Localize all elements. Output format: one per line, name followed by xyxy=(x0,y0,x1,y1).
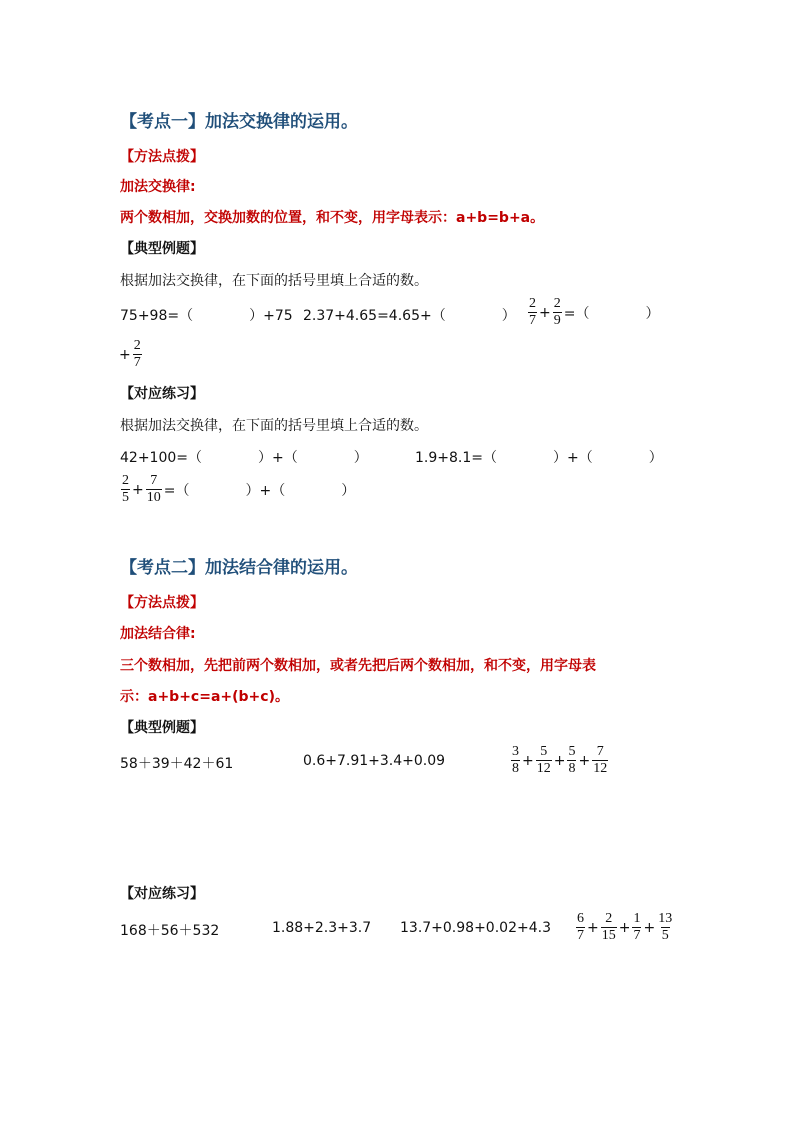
fraction: $\frac{2}{15}$ xyxy=(601,911,616,943)
fraction: $\frac{7}{10}$ xyxy=(146,473,161,505)
example-question-3-continued: + $\frac{2}{7}$ xyxy=(119,338,141,370)
s2-practice-question-4: $\frac{6}{7}$ + $\frac{2}{15}$ + $\frac{1}{7}$ + $\frac{13}{5}$ xyxy=(577,911,673,943)
fraction: $\frac{13}{5}$ xyxy=(658,911,673,943)
practice-question-1: 42+100=（ ）+（ ） xyxy=(120,450,368,466)
example-question-2: 2.37+4.65=4.65+（ ） xyxy=(303,308,516,324)
section1-example-instruction: 根据加法交换律，在下面的括号里填上合适的数。 xyxy=(120,273,428,289)
section2-heading: 【考点二】加法结合律的运用。 xyxy=(120,558,358,578)
section2-example-title: 【典型例题】 xyxy=(120,720,204,736)
section2-law-text-line2: 示：a+b+c=a+(b+c)。 xyxy=(120,689,289,705)
fraction: $\frac{2}{7}$ xyxy=(529,296,536,328)
fraction: $\frac{1}{7}$ xyxy=(633,911,641,943)
s2-practice-question-1: 168＋56＋532 xyxy=(120,923,220,939)
section1-law-text: 两个数相加，交换加数的位置，和不变，用字母表示：a+b=b+a。 xyxy=(120,210,545,226)
section2-law-text-line1: 三个数相加，先把前两个数相加，或者先把后两个数相加，和不变，用字母表 xyxy=(120,658,596,674)
s2-practice-question-3: 13.7+0.98+0.02+4.3 xyxy=(400,920,551,936)
s2-example-question-3: $\frac{3}{8}$ + $\frac{5}{12}$ + $\frac{5}{8}$ + $\frac{7}{12}$ xyxy=(512,744,608,776)
section2-law-name: 加法结合律: xyxy=(120,626,196,642)
example-question-3: $\frac{2}{7}$ + $\frac{2}{9}$ =（ ） xyxy=(529,296,660,328)
section1-heading: 【考点一】加法交换律的运用。 xyxy=(120,112,358,132)
s2-practice-question-2: 1.88+2.3+3.7 xyxy=(272,920,372,936)
s2-example-question-2: 0.6+7.91+3.4+0.09 xyxy=(303,753,446,769)
practice-question-3: $\frac{2}{5}$ + $\frac{7}{10}$ =（ ）+（ ） xyxy=(122,473,356,505)
practice-question-2: 1.9+8.1=（ ）+（ ） xyxy=(415,450,663,466)
section1-practice-instruction: 根据加法交换律，在下面的括号里填上合适的数。 xyxy=(120,418,428,434)
fraction: $\frac{3}{8}$ xyxy=(512,744,519,776)
fraction: $\frac{7}{12}$ xyxy=(593,744,608,776)
s2-example-question-1: 58＋39＋42＋61 xyxy=(120,756,234,772)
fraction: $\frac{5}{8}$ xyxy=(568,744,576,776)
section2-practice-title: 【对应练习】 xyxy=(120,886,204,902)
section1-law-name: 加法交换律: xyxy=(120,179,196,195)
section2-method-title: 【方法点拨】 xyxy=(120,595,204,611)
example-question-1: 75+98=（ ）+75 xyxy=(120,308,293,324)
section1-example-title: 【典型例题】 xyxy=(120,241,204,257)
section1-practice-title: 【对应练习】 xyxy=(120,386,204,402)
fraction: $\frac{5}{12}$ xyxy=(536,744,551,776)
fraction: $\frac{6}{7}$ xyxy=(577,911,584,943)
fraction: $\frac{2}{7}$ xyxy=(133,338,141,370)
fraction: $\frac{2}{9}$ xyxy=(553,296,561,328)
fraction: $\frac{2}{5}$ xyxy=(122,473,129,505)
section1-method-title: 【方法点拨】 xyxy=(120,149,204,165)
